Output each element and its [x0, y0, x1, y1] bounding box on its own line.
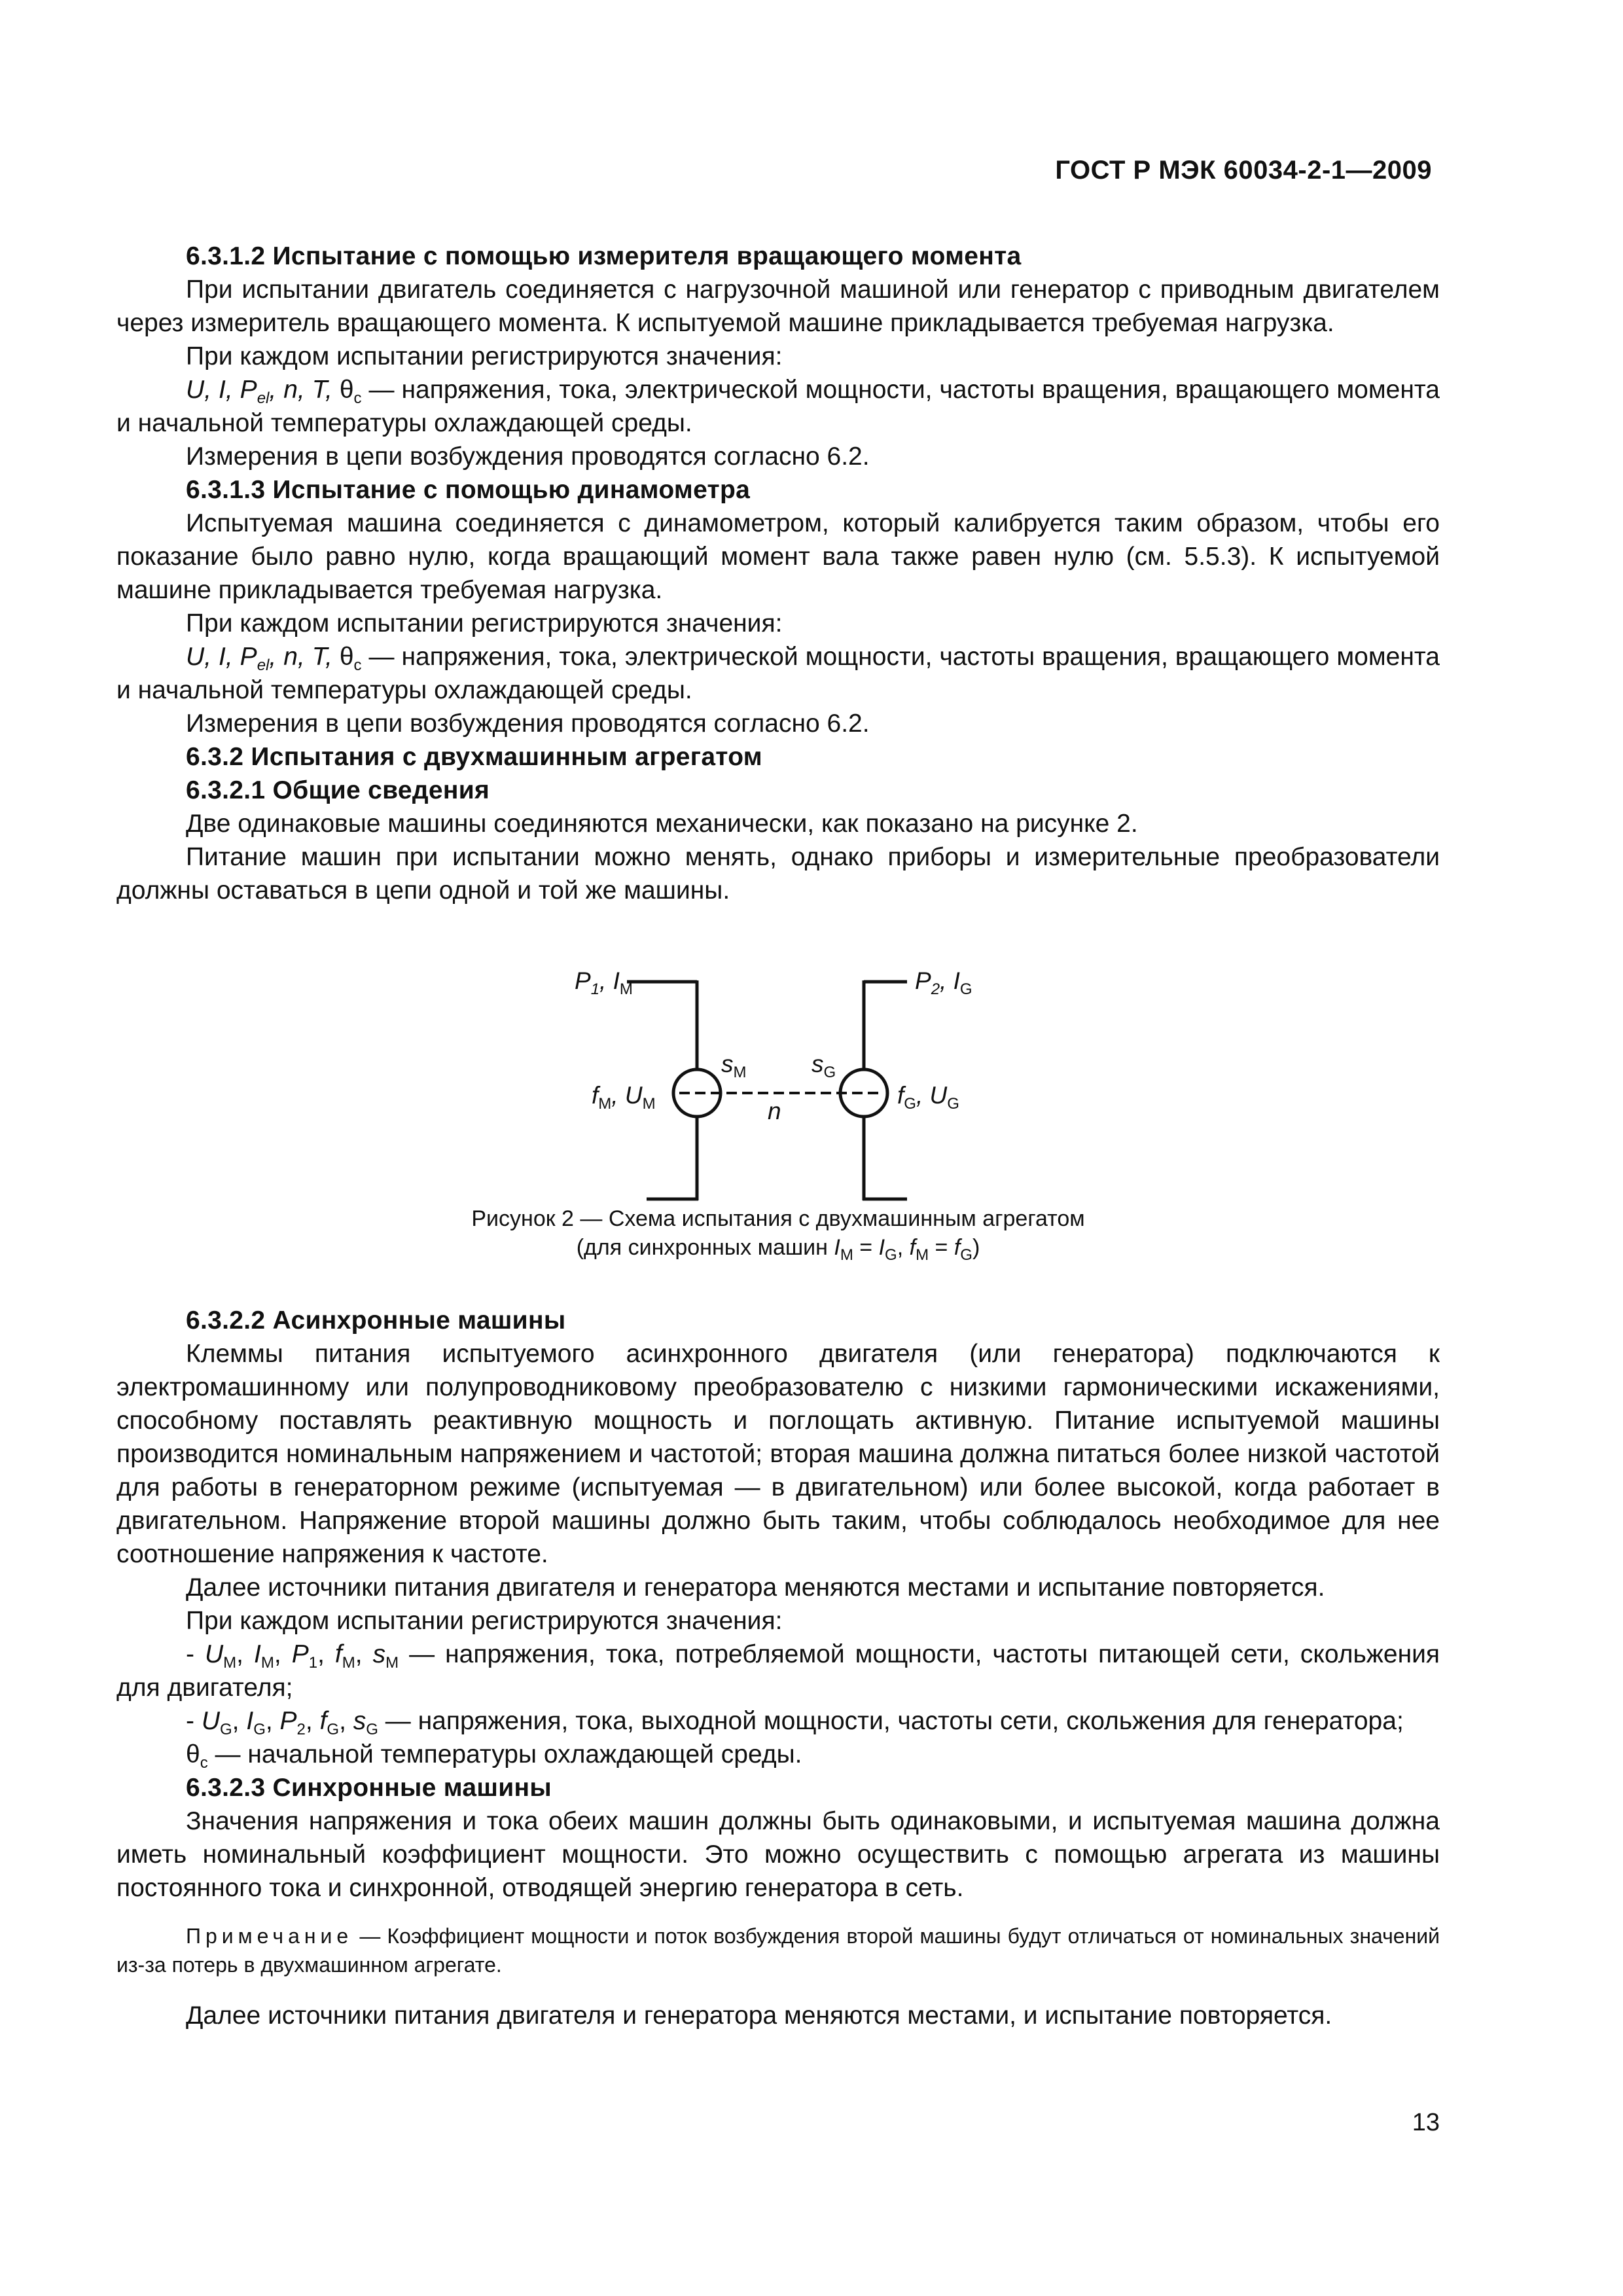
paragraph: Питание машин при испытании можно менять, однако приборы и измерительные преобразователи должны оставаться в цепи одной и той же машины. [116, 843, 1440, 905]
two-machine-diagram [116, 922, 1440, 1203]
paragraph: При каждом испытании регистрируются значения: [186, 1607, 783, 1635]
paragraph: При каждом испытании регистрируются значения: [186, 342, 783, 370]
list-item: - $U_M$, $I_M$, $P_1$, $f_M$, $s_M$ — напряжения, тока, потребляемой мощности, частоты питающей сети, скольжения для двигателя; [116, 1640, 1440, 1702]
document-header: ГОСТ Р МЭК 60034-2-1—2009 [1055, 156, 1432, 185]
variable-list: U, I, $P_{el}$, n, T, [186, 376, 340, 407]
paragraph: Далее источники питания двигателя и генератора меняются местами и испытание повторяется. [186, 1573, 1325, 1602]
section-heading: 6.3.1.2 Испытание с помощью измерителя вращающего момента [186, 242, 1022, 270]
label-sg: $s_G$ [812, 1050, 836, 1081]
section-heading: 6.3.2 Испытания с двухмашинным агрегатом [186, 743, 762, 771]
paragraph: При испытании двигатель соединяется с нагрузочной машиной или генератор с приводным двигателем через измеритель вращающего момента. К испытуемой машине прикладывается требуемая нагрузка. [116, 276, 1440, 337]
label-p1-im: $P_1$, $I_M$ [575, 967, 633, 998]
paragraph: Измерения в цепи возбуждения проводятся согласно 6.2. [186, 442, 870, 471]
page-content [116, 240, 1440, 2032]
paragraph: Измерения в цепи возбуждения проводятся согласно 6.2. [186, 709, 870, 738]
label-sm: $s_M$ [721, 1050, 747, 1081]
paragraph: Клеммы питания испытуемого асинхронного двигателя (или генератора) подключаются к электромашинному или полупроводниковому преобразователю с низкими гармоническими искажениями, способному поставлять реактивную мощность и поглощать активную. Питание испытуемой машины производится номинальным напряжением и частотой; вторая машина должна питаться более низкой частотой для работы в генераторном режиме (испытуемая — в двигательном) или более высокой, когда работает в двигательном. Напряжение второй машины должно быть таким, чтобы соблюдалось необходимое для нее соотношение напряжения к частоте. [116, 1340, 1440, 1568]
paragraph: Далее источники питания двигателя и генератора меняются местами, и испытание повторяется. [186, 2001, 1332, 2030]
label-p2-ig: $P_2$, $I_G$ [915, 967, 972, 998]
label-n: n [768, 1098, 781, 1124]
figure-caption [116, 1204, 1440, 1262]
section-heading: 6.3.2.3 Синхронные машины [186, 1774, 552, 1802]
note: Примечание — Коэффициент мощности и поток возбуждения второй машины будут отличаться от номинальных значений из-за потерь в двухмашинном агрегате. [116, 1924, 1440, 1977]
paragraph: При каждом испытании регистрируются значения: [186, 609, 783, 637]
right-machine-circle [840, 1069, 887, 1117]
label-fm-um: $f_M$, $U_M$ [592, 1082, 656, 1113]
caption-line-2: (для синхронных машин $I_M = I_G$, $f_M = f_G$) [576, 1235, 980, 1264]
section-heading: 6.3.2.2 Асинхронные машины [186, 1306, 566, 1335]
section-heading: 6.3.2.1 Общие сведения [186, 776, 490, 804]
section-heading: 6.3.1.3 Испытание с помощью динамометра [186, 476, 751, 504]
list-item: - $U_G$, $I_G$, $P_2$, $f_G$, $s_G$ — напряжения, тока, выходной мощности, частоты сети, скольжения для генератора; [186, 1707, 1404, 1738]
paragraph: U, I, $P_{el}$, n, T, $\theta_c$ — напряжения, тока, электрической мощности, частоты вращения, вращающего момента и начальной температуры охлаждающей среды. [116, 376, 1440, 437]
page-number: 13 [1412, 2109, 1440, 2136]
variable-list: U, I, $P_{el}$, n, T, [186, 643, 340, 674]
caption-line-1: Рисунок 2 — Схема испытания с двухмашинным агрегатом [471, 1206, 1085, 1231]
paragraph: Значения напряжения и тока обеих машин должны быть одинаковыми, и испытуемая машина должна иметь номинальный коэффициент мощности. Это можно осуществить с помощью агрегата из машины постоянного тока и синхронной, отводящей энергию генератора в сеть. [116, 1807, 1440, 1902]
paragraph: Две одинаковые машины соединяются механически, как показано на рисунке 2. [186, 810, 1138, 838]
figure-2 [116, 922, 1440, 1203]
list-item: $\theta_c$ — начальной температуры охлаждающей среды. [186, 1740, 802, 1772]
paragraph: U, I, $P_{el}$, n, T, $\theta_c$ — напряжения, тока, электрической мощности, частоты вращения, вращающего момента и начальной температуры охлаждающей среды. [116, 643, 1440, 704]
paragraph: Испытуемая машина соединяется с динамометром, который калибруется таким образом, чтобы его показание было равно нулю, когда вращающий момент вала также равен нулю (см. 5.5.3). К испытуемой машине прикладывается требуемая нагрузка. [116, 509, 1440, 604]
label-fg-ug: $f_G$, $U_G$ [897, 1082, 959, 1113]
